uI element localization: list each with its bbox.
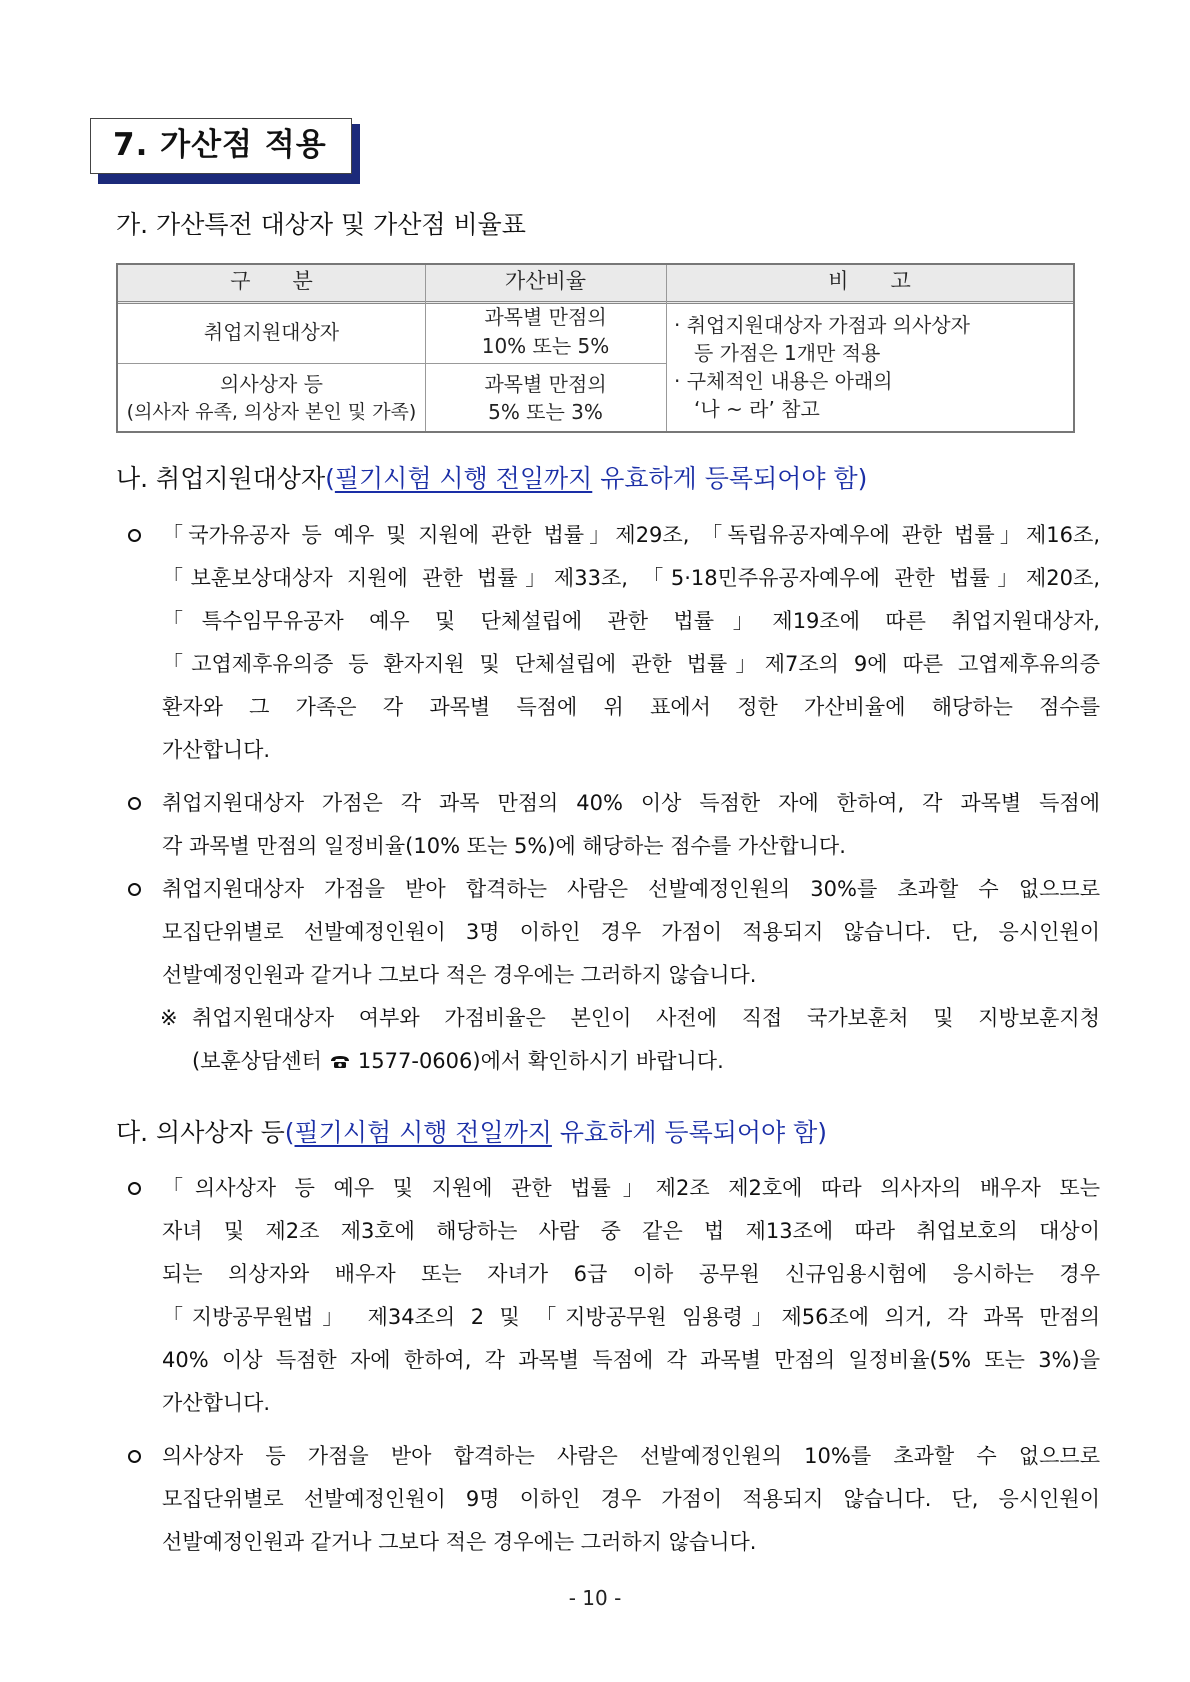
subheading-c-suffix: 유효하게 등록되어야 함) — [551, 1118, 828, 1147]
reference-mark: ※ — [160, 1006, 178, 1030]
bullet-circle — [128, 1441, 148, 1461]
bullet-circle — [128, 1173, 148, 1193]
bullet-circle — [128, 520, 148, 540]
table-cell-category: 취업지원대상자 — [203, 320, 340, 344]
paragraph-line: 취업지원대상자 가점을 받아 합격하는 사람은 선발예정인원의 30%를 초과할 수 없으므로 — [162, 877, 1100, 901]
note-phone-suffix: 1577-0606)에서 확인하시기 바랍니다. — [357, 1049, 724, 1073]
paragraph-line: 선발예정인원과 같거나 그보다 적은 경우에는 그러하지 않습니다. — [162, 1530, 757, 1554]
table-divider — [425, 363, 666, 364]
paragraph-line: 취업지원대상자 가점은 각 과목 만점의 40% 이상 득점한 자에 한하여, 각 과목별 득점에 — [162, 791, 1100, 815]
table-header-category: 구 분 — [230, 269, 313, 293]
paragraph-line: 각 과목별 만점의 일정비율(10% 또는 5%)에 해당하는 점수를 가산합니다. — [162, 834, 846, 858]
table-note-line: ‘나 ~ 라’ 참고 — [694, 397, 820, 421]
table-cell-category-sub: (의사자 유족, 의상자 본인 및 가족) — [126, 401, 417, 423]
table-header-rate: 가산비율 — [504, 269, 587, 293]
subheading-c-prefix: 다. 의사상자 등 — [116, 1118, 285, 1147]
paragraph-line: 「지방공무원법」 제34조의 2 및 「지방공무원 임용령」제56조에 의거, 각 과목 만점의 — [162, 1305, 1100, 1329]
paragraph-line: 「특수임무유공자 예우 및 단체설립에 관한 법률」제19조에 따른 취업지원대상자, — [162, 609, 1100, 633]
table-cell-rate: 과목별 만점의 — [484, 372, 607, 396]
paragraph-line: 환자와 그 가족은 각 과목별 득점에 위 표에서 정한 가산비율에 해당하는 점수를 — [162, 695, 1100, 719]
paragraph-line: 가산합니다. — [162, 738, 271, 762]
bullet-circle — [128, 874, 148, 894]
table-note-line: · 구체적인 내용은 아래의 — [674, 369, 893, 393]
paragraph-line: 모집단위별로 선발예정인원이 3명 이하인 경우 가점이 적용되지 않습니다. 단, 응시인원이 — [162, 920, 1100, 944]
table-cell-rate: 5% 또는 3% — [488, 400, 603, 424]
paragraph-line: 「의사상자 등 예우 및 지원에 관한 법률」제2조 제2호에 따라 의사자의 배우자 또는 — [162, 1176, 1100, 1200]
table-cell-rate: 과목별 만점의 — [484, 305, 607, 329]
note-phone-prefix: (보훈상담센터 — [192, 1049, 322, 1073]
table-cell-rate: 10% 또는 5% — [481, 334, 610, 358]
table-cell-category: 의사상자 등 — [220, 372, 323, 396]
paragraph-line: 되는 의상자와 배우자 또는 자녀가 6급 이하 공무원 신규임용시험에 응시하는 경우 — [162, 1262, 1100, 1286]
paragraph-line: 자녀 및 제2조 제3호에 해당하는 사람 중 같은 법 제13조에 따라 취업보호의 대상이 — [162, 1219, 1100, 1243]
section-title: 7. 가산점 적용 — [90, 118, 352, 174]
subheading-c-paren: ( — [284, 1118, 295, 1147]
subheading-b-suffix: 유효하게 등록되어야 함) — [592, 464, 868, 493]
paragraph-line: 가산합니다. — [162, 1391, 271, 1415]
bonus-rate-table — [116, 263, 1075, 433]
subheading-b-prefix: 나. 취업지원대상자 — [116, 464, 326, 493]
paragraph-line: 선발예정인원과 같거나 그보다 적은 경우에는 그러하지 않습니다. — [162, 963, 757, 987]
subheading-c-underlined: 필기시험 시행 전일까지 — [294, 1118, 552, 1147]
subheading-b-underlined: 필기시험 시행 전일까지 — [334, 464, 593, 493]
subheading-a: 가. 가산특전 대상자 및 가산점 비율표 — [116, 210, 526, 239]
paragraph-line: 「국가유공자 등 예우 및 지원에 관한 법률」제29조, 「독립유공자예우에 관한 법률」제16조, — [162, 523, 1100, 547]
note-line: 취업지원대상자 여부와 가점비율은 본인이 사전에 직접 국가보훈처 및 지방보훈지청 — [192, 1006, 1100, 1030]
paragraph-line: 의사상자 등 가점을 받아 합격하는 사람은 선발예정인원의 10%를 초과할 수 없으므로 — [162, 1444, 1100, 1468]
paragraph-line: 모집단위별로 선발예정인원이 9명 이하인 경우 가점이 적용되지 않습니다. 단, 응시인원이 — [162, 1487, 1100, 1511]
paragraph-line: 「보훈보상대상자 지원에 관한 법률」제33조, 「5·18민주유공자예우에 관한 법률」제20조, — [162, 566, 1100, 590]
table-note-line: · 취업지원대상자 가점과 의사상자 — [674, 313, 970, 337]
table-divider — [118, 363, 425, 364]
telephone-icon — [330, 1055, 350, 1069]
paragraph-line: 40% 이상 득점한 자에 한하여, 각 과목별 득점에 각 과목별 만점의 일정비율(5% 또는 3%)을 — [162, 1348, 1100, 1372]
paragraph-line: 「고엽제후유의증 등 환자지원 및 단체설립에 관한 법률」제7조의 9에 따른 고엽제후유의증 — [162, 652, 1100, 676]
subheading-c — [116, 1116, 827, 1150]
note-line-phone — [192, 1046, 1100, 1076]
table-note-line: 등 가점은 1개만 적용 — [694, 341, 881, 365]
bullet-circle — [128, 788, 148, 808]
subheading-b-paren: ( — [325, 464, 335, 493]
page-number: - 10 - — [568, 1586, 622, 1610]
subheading-b — [116, 462, 867, 496]
table-header-note: 비 고 — [828, 269, 911, 293]
